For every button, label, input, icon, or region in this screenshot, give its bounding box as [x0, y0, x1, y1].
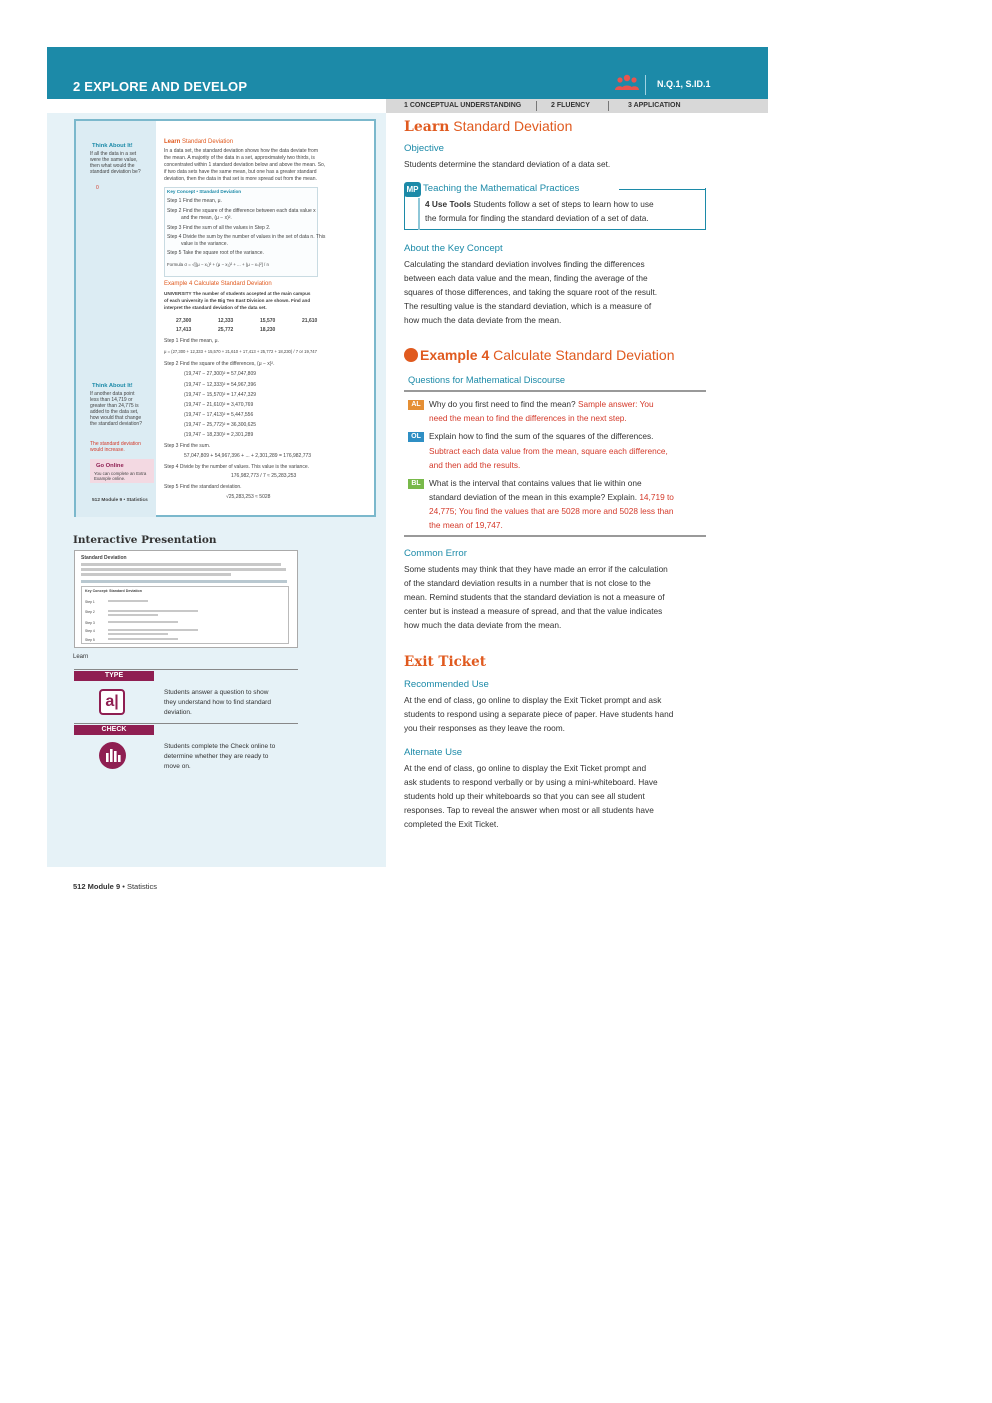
- screenshot-step: Step 5: [85, 638, 95, 642]
- type-label: TYPE: [74, 671, 154, 681]
- level-bl-badge: BL: [408, 479, 424, 489]
- learn-title-rest: Standard Deviation: [449, 118, 573, 134]
- screenshot-title: Standard Deviation: [81, 555, 127, 561]
- example-calc: μ = (27,300 + 12,333 + 15,570 + 21,610 + 17,413 + 25,772 + 18,230) / 7 or 19,747: [164, 349, 317, 354]
- think-about-answer: would increase.: [90, 447, 125, 453]
- example-step: Step 1 Find the mean, μ.: [164, 338, 219, 344]
- student-page-thumbnail: [74, 119, 376, 517]
- screenshot-text-line: [81, 573, 231, 576]
- ol-answer-line: and then add the results.: [429, 460, 521, 470]
- example-calc: (19,747 − 27,300)² = 57,047,809: [184, 371, 257, 377]
- example-calc: 176,982,773 / 7 ≈ 25,283,253: [231, 473, 297, 479]
- screenshot-step: Step 4: [85, 629, 95, 633]
- akc-line: The resulting value is the standard deviation, which is a measure of: [404, 301, 652, 311]
- example-4-title: [404, 347, 675, 363]
- think-about-line: the standard deviation?: [90, 421, 142, 427]
- akc-line: between each data value and the mean, finding the average of the: [404, 273, 648, 283]
- check-desc-line: move on.: [164, 763, 191, 770]
- mp-box-topline: [619, 189, 706, 190]
- example-calc: (19,747 − 17,413)² = 5,447,556: [184, 412, 254, 418]
- mp-badge-icon: MP: [404, 182, 421, 197]
- footer-separator: •: [122, 882, 125, 891]
- kc-step: Step 5 Take the square root of the variance.: [167, 250, 264, 256]
- example-prompt-line: UNIVERSITY The number of students accepted at the main campus: [164, 291, 311, 296]
- standards-label: N.Q.1, S.ID.1: [657, 79, 711, 89]
- learn-heading: [164, 139, 233, 146]
- example-heading: Example 4 Calculate Standard Deviation: [164, 281, 272, 287]
- bl-question-line: [429, 490, 674, 504]
- mp-text-line: the formula for finding the standard deviation of a set of data.: [425, 213, 649, 223]
- objective-heading: Objective: [404, 143, 444, 154]
- think-about-line: were the same value,: [90, 157, 138, 163]
- data-cell: 17,413: [176, 327, 192, 333]
- learn-heading-bold: Learn: [164, 139, 181, 145]
- data-cell: 12,333: [218, 318, 234, 324]
- example-calc: (19,747 − 18,230)² = 2,301,289: [184, 432, 254, 438]
- ol-answer-line: Subtract each data value from the mean, square each difference,: [429, 446, 668, 456]
- think-about-line: greater than 24,775 is: [90, 403, 139, 409]
- screenshot-text-line: [108, 633, 168, 635]
- check-label: CHECK: [74, 725, 154, 735]
- ce-line: of the standard deviation results in a number that is not close to the: [404, 578, 651, 588]
- about-key-concept-heading: About the Key Concept: [404, 243, 503, 254]
- example-prompt-line: interpret the standard deviation of the data set.: [164, 305, 267, 310]
- screenshot-text-line: [108, 614, 158, 616]
- banner-divider: [645, 75, 646, 95]
- ol-question: Explain how to find the sum of the squares of the differences.: [429, 431, 654, 441]
- divider: [404, 390, 706, 392]
- tier-application: 3 APPLICATION: [628, 102, 681, 109]
- example-calc: (19,747 − 12,333)² = 54,967,396: [184, 382, 257, 388]
- mp-accent-bar: [418, 198, 420, 230]
- akc-line: squares of those differences, and taking the square root of the result.: [404, 287, 658, 297]
- footer-topic: Statistics: [126, 882, 157, 891]
- learn-title-bold: Learn: [404, 119, 450, 135]
- type-desc-line: deviation.: [164, 709, 192, 716]
- au-line: students hold up their whiteboards so that you can see all student: [404, 791, 645, 801]
- tier-separator: [608, 101, 609, 111]
- example-step: Step 2 Find the square of the differences, (μ − x)².: [164, 361, 275, 367]
- screenshot-text-line: [108, 600, 148, 602]
- au-line: responses. Tap to reveal the answer when most or all students have: [404, 805, 654, 815]
- section-title: 2 EXPLORE AND DEVELOP: [73, 79, 248, 94]
- screenshot-step: Step 1: [85, 600, 95, 604]
- al-question: Why do you first need to find the mean?: [429, 399, 576, 409]
- interactive-presentation-title: Interactive Presentation: [73, 534, 217, 546]
- check-desc-line: Students complete the Check online to: [164, 743, 276, 750]
- divider: [74, 723, 298, 724]
- learn-heading-rest: Standard Deviation: [180, 139, 234, 145]
- learn-line: In a data set, the standard deviation shows how the data deviate from: [164, 148, 318, 154]
- learn-line: concentrated within 1 standard deviation below and above the mean. So,: [164, 162, 326, 168]
- tier-bar: [386, 99, 768, 113]
- think-about-line: standard deviation be?: [90, 169, 141, 175]
- screenshot-text-line: [108, 621, 178, 623]
- tier-separator: [536, 101, 537, 111]
- ce-line: mean. Remind students that the standard deviation is not a measure of: [404, 592, 665, 602]
- example-calc: (19,747 − 25,772)² = 36,300,625: [184, 422, 257, 428]
- check-description: [164, 742, 294, 772]
- bl-question: standard deviation of the mean in this example? Explain.: [429, 492, 638, 502]
- au-line: At the end of class, go online to display the Exit Ticket prompt and: [404, 763, 647, 773]
- page-footer: [73, 882, 157, 891]
- type-description: [164, 688, 294, 718]
- alternate-use-heading: Alternate Use: [404, 747, 463, 758]
- thumbnail-sidebar: [76, 121, 156, 517]
- example-calc: √25,283,253 ≈ 5028: [226, 494, 271, 500]
- recommended-use-heading: Recommended Use: [404, 679, 489, 690]
- screenshot-text-line: [81, 580, 287, 583]
- bl-answer-line: 24,775; You find the values that are 5028 more and 5028 less than: [429, 506, 674, 516]
- page-number: 512: [73, 882, 86, 891]
- example-step: Step 5 Find the standard deviation.: [164, 484, 242, 490]
- example-calc: (19,747 − 15,570)² = 17,447,329: [184, 392, 257, 398]
- text-cursor-icon: a|: [99, 689, 125, 715]
- ru-line: At the end of class, go online to display the Exit Ticket prompt and ask: [404, 695, 662, 705]
- think-about-line: how would that change: [90, 415, 142, 421]
- kc-step: Step 4 Divide the sum by the number of values in the set of data n. This: [167, 234, 326, 240]
- learn-line: if two data sets have the same mean, but one has a greater standard: [164, 169, 317, 175]
- think-about-line: added to the data set,: [90, 409, 139, 415]
- data-cell: 21,610: [302, 318, 318, 324]
- think-about-answer: The standard deviation: [90, 441, 141, 447]
- screenshot-step: Step 2: [85, 610, 95, 614]
- data-cell: 27,300: [176, 318, 192, 324]
- screenshot-box-title: Key Concept: Standard Deviation: [85, 589, 142, 593]
- learn-line: deviation, then the data in that set is more spread out from the mean.: [164, 176, 317, 182]
- screenshot-text-line: [81, 568, 286, 571]
- key-concept-title: Key Concept • Standard Deviation: [167, 189, 242, 194]
- kc-step: value is the variance.: [181, 241, 228, 247]
- think-about-line: then what would the: [90, 163, 135, 169]
- think-about-line: less than 14,719 or: [90, 397, 133, 403]
- check-desc-line: determine whether they are ready to: [164, 753, 269, 760]
- data-cell: 25,772: [218, 327, 234, 333]
- think-about-line: If all the data in a set: [90, 151, 137, 157]
- kc-step: Step 3 Find the sum of all the values in Step 2.: [167, 225, 271, 231]
- mp-text-line: [425, 197, 654, 211]
- go-online-title: Go Online: [96, 463, 124, 469]
- think-about-title: Think About It!: [92, 143, 133, 149]
- akc-line: how much the data deviate from the mean.: [404, 315, 562, 325]
- ru-line: you their responses as they leave the room.: [404, 723, 565, 733]
- group-people-icon: [615, 73, 639, 91]
- au-line: ask students to respond verbally or by using a mini-whiteboard. Have: [404, 777, 658, 787]
- screenshot-text-line: [108, 638, 178, 640]
- bar-chart-icon: [99, 742, 126, 769]
- bl-answer: 14,719 to: [637, 492, 674, 502]
- data-cell: 18,230: [260, 327, 276, 333]
- data-cell: 15,570: [260, 318, 276, 324]
- think-about-answer: 0: [96, 185, 99, 191]
- ce-line: center but is instead a measure of spread, and that the value indicates: [404, 606, 663, 616]
- globe-icon: [404, 348, 418, 362]
- example-calc: (19,747 − 21,610)² = 3,470,769: [184, 402, 254, 408]
- bl-question-line: What is the interval that contains values that lie within one: [429, 478, 642, 488]
- mp-text: Students follow a set of steps to learn how to use: [470, 199, 654, 209]
- learn-title: [404, 118, 572, 135]
- kc-step: Step 2 Find the square of the difference between each data value x: [167, 208, 316, 214]
- example-step: Step 4 Divide by the number of values. This value is the variance.: [164, 464, 309, 470]
- al-question-line: [429, 397, 654, 411]
- interactive-caption: Learn: [73, 654, 89, 660]
- objective-text: Students determine the standard deviation of a data set.: [404, 159, 611, 169]
- tier-conceptual: 1 CONCEPTUAL UNDERSTANDING: [404, 102, 522, 109]
- kc-step: and the mean, (μ − x)².: [181, 215, 232, 221]
- tier-fluency: 2 FLUENCY: [551, 102, 590, 109]
- ru-line: students to respond using a separate piece of paper. Have students hand: [404, 709, 674, 719]
- mp-lead: 4 Use Tools: [425, 199, 471, 209]
- au-line: completed the Exit Ticket.: [404, 819, 499, 829]
- screenshot-key-concept-box: [81, 586, 289, 644]
- type-desc-line: Students answer a question to show: [164, 689, 269, 696]
- learn-line: the mean. A majority of the data in a set, approximately two thirds, is: [164, 155, 315, 161]
- example-4-rest: Calculate Standard Deviation: [489, 347, 675, 363]
- screenshot-text-line: [108, 610, 198, 612]
- screenshot-step: Step 3: [85, 621, 95, 625]
- level-al-badge: AL: [408, 400, 424, 410]
- example-prompt-line: of each university in the Big Ten East Division are shown. Find and: [164, 298, 311, 303]
- bl-answer-line: the mean of 19,747.: [429, 520, 503, 530]
- go-online-line: You can complete an Extra: [94, 471, 147, 476]
- interactive-screenshot[interactable]: [74, 550, 298, 648]
- divider: [74, 669, 298, 670]
- go-online-line: Example online.: [94, 476, 126, 481]
- mp-title: Teaching the Mathematical Practices: [423, 183, 580, 194]
- ce-line: how much the data deviate from the mean.: [404, 620, 562, 630]
- exit-ticket-title: Exit Ticket: [404, 654, 486, 670]
- divider: [404, 535, 706, 537]
- example-step: Step 3 Find the sum.: [164, 443, 211, 449]
- type-desc-line: they understand how to find standard: [164, 699, 271, 706]
- discourse-heading: Questions for Mathematical Discourse: [408, 375, 566, 385]
- example-calc: 57,047,809 + 54,967,396 + ... + 2,301,289 = 176,982,773: [184, 453, 312, 459]
- think-about-line: If another data point: [90, 391, 135, 397]
- thumbnail-page-footer: 512 Module 9 • Statistics: [92, 498, 148, 503]
- akc-line: Calculating the standard deviation involves finding the differences: [404, 259, 645, 269]
- think-about-title: Think About It!: [92, 383, 133, 389]
- al-answer-line: need the mean to find the differences in the next step.: [429, 413, 627, 423]
- level-ol-badge: OL: [408, 432, 424, 442]
- common-error-heading: Common Error: [404, 548, 467, 559]
- kc-formula: Formula σ = √[(μ − x₁)² + (μ − x₂)² + ... + (μ − xₙ)²] / n: [167, 262, 269, 267]
- ce-line: Some students may think that they have made an error if the calculation: [404, 564, 668, 574]
- kc-step: Step 1 Find the mean, μ.: [167, 198, 222, 204]
- screenshot-text-line: [81, 563, 281, 566]
- footer-module: Module 9: [87, 882, 121, 891]
- section-banner: [47, 47, 768, 99]
- screenshot-text-line: [108, 629, 198, 631]
- al-answer: Sample answer: You: [575, 399, 654, 409]
- example-4-bold: Example 4: [420, 347, 490, 363]
